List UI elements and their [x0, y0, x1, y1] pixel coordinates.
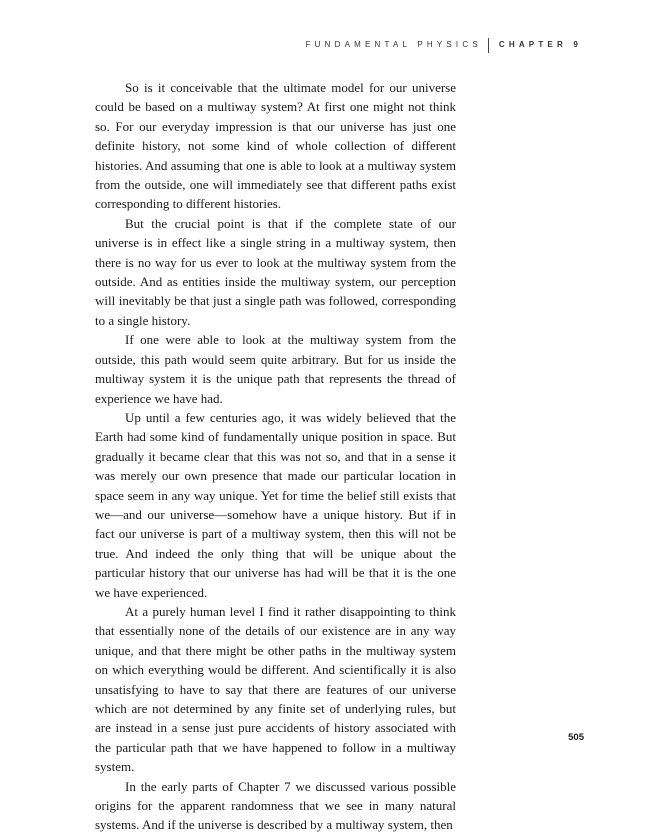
running-header-divider — [488, 38, 489, 53]
paragraph: So is it conceivable that the ultimate model for our universe could be based on a multiway system? At first one might not think so. For our everyday impression is that our universe has just one definite history, not some kind of whole collection of different histories. And assuming that one is able to look at a multiway system from the outside, one will immediately see that different paths exist corresponding to different histories. — [95, 80, 456, 212]
paragraph: Up until a few centuries ago, it was widely believed that the Earth had some kind of fundamentally unique position in space. But gradually it became clear that this was not so, and that in a sense it was merely our own presence that made our particular location in space seem in any way unique. Yet for time the belief still exists that we—and our universe—somehow have a unique history. But if in fact our universe is part of a multiway system, then this will not be true. And indeed the only thing that will be unique about the particular history that our universe has had will be that it is the one we have experienced. — [95, 409, 456, 600]
paragraph: But the crucial point is that if the complete state of our universe is in effect like a single string in a multiway system, then there is no way for us ever to look at the multiway system from the outside. And as entities inside the multiway system, our perception will inevitably be that just a single path was followed, corresponding to a single history. — [95, 215, 456, 328]
paragraph: In the early parts of Chapter 7 we discussed various possible origins for the apparent randomness that we see in many natural systems. And if the universe is described by a multiway system, then — [95, 778, 456, 833]
body-text — [95, 78, 456, 835]
running-header — [306, 37, 582, 52]
paragraph: At a purely human level I find it rather disappointing to think that essentially none of the details of our existence are in any way unique, and that there might be other paths in the multiway system on which everything would be different. And scientifically it is also unsatisfying to have to say that there are features of our universe which are not determined by any finite set of underlying rules, but are instead in a sense just pure accidents of history associated with the particular path that we have happened to follow in a multiway system. — [95, 603, 456, 775]
running-header-section: FUNDAMENTAL PHYSICS — [305, 40, 482, 49]
paragraph: If one were able to look at the multiway system from the outside, this path would seem quite arbitrary. But for us inside the multiway system it is the unique path that represents the thread of experience we have had. — [95, 332, 456, 406]
running-header-chapter: CHAPTER 9 — [498, 40, 582, 49]
page-number: 505 — [568, 732, 584, 743]
